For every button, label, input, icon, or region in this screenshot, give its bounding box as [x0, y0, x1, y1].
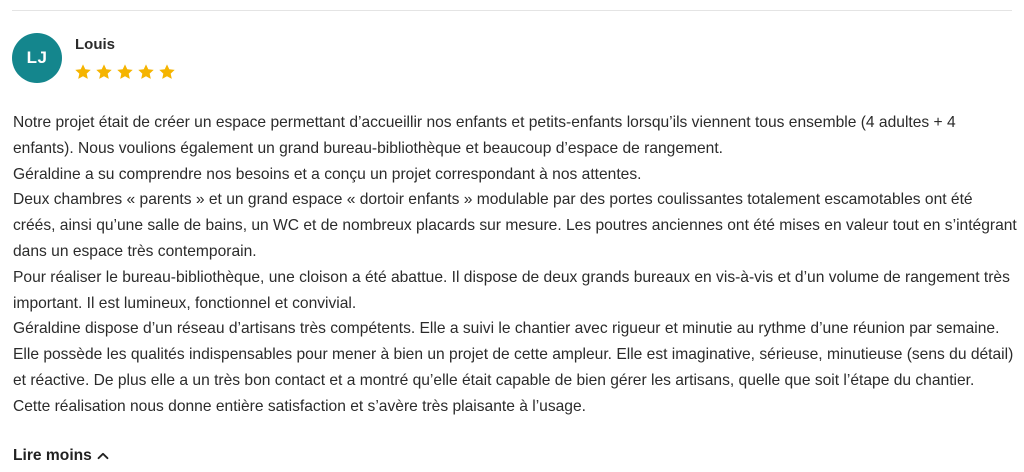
review-paragraph: Deux chambres « parents » et un grand espace « dortoir enfants » modulable par des portes coulissantes totalement escamotables ont été créés, ainsi qu’une salle de bains, un WC et de nombreux placards sur mesure. Les poutres anciennes ont été mises en valeur tout en s’intégrant dans un espace très contemporain.: [13, 191, 1017, 260]
review-paragraph: Cette réalisation nous donne entière satisfaction et s’avère très plaisante à l’usage.: [13, 397, 586, 415]
avatar-initials: LJ: [26, 48, 48, 67]
review-paragraph: Géraldine a su comprendre nos besoins et a conçu un projet correspondant à nos attentes.: [13, 165, 642, 183]
read-less-label: Lire moins: [13, 447, 92, 464]
star-rating: [74, 63, 176, 81]
star-icon: [137, 63, 155, 81]
review-paragraph: Géraldine dispose d’un réseau d’artisans très compétents. Elle a suivi le chantier avec rigueur et minutie au rythme d’une réunion par semaine. Elle possède les qualités indispensables pour mener à bien un projet de cette ampleur. Elle est imaginative, sérieuse, minutieuse (sens du détail) et réactive. De plus elle a un très bon contact et a montré qu’elle était capable de bien gérer les artisans, quelle que soit l’étape du chantier.: [13, 320, 1014, 389]
star-icon: [95, 63, 113, 81]
avatar: [12, 33, 62, 83]
read-less-button[interactable]: [13, 447, 109, 465]
star-icon: [116, 63, 134, 81]
review-text: [13, 110, 1018, 420]
review-paragraph: Notre projet était de créer un espace permettant d’accueillir nos enfants et petits-enfants lorsqu’ils viennent tous ensemble (4 adultes + 4 enfants). Nous voulions également un grand bureau-bibliothèque et beaucoup d’espace de rangement.: [13, 114, 956, 157]
chevron-up-icon: [97, 450, 109, 462]
author-name: Louis: [75, 36, 115, 53]
divider: [12, 10, 1012, 11]
star-icon: [74, 63, 92, 81]
review-paragraph: Pour réaliser le bureau-bibliothèque, une cloison a été abattue. Il dispose de deux grands bureaux en vis-à-vis et d’un volume de rangement très important. Il est lumineux, fonctionnel et convivial.: [13, 268, 1010, 312]
star-icon: [158, 63, 176, 81]
